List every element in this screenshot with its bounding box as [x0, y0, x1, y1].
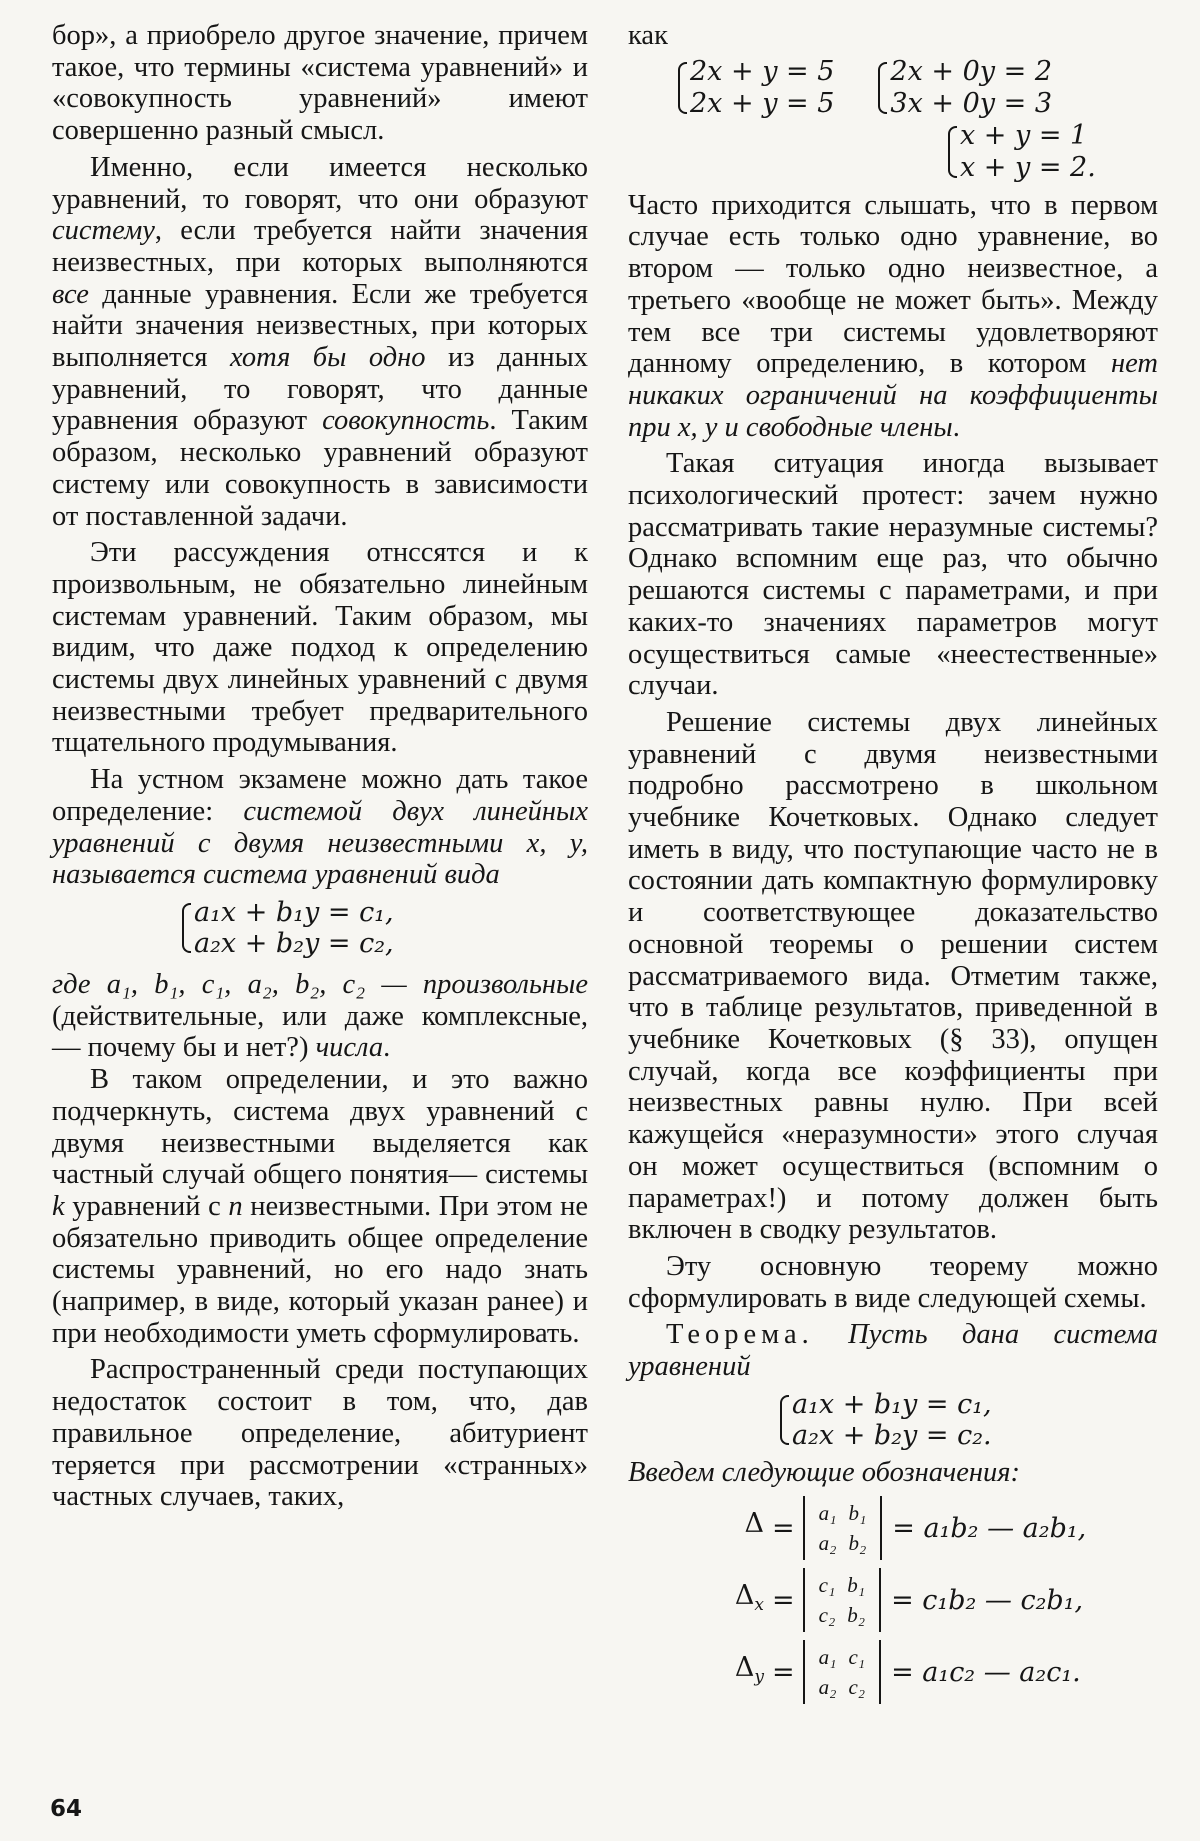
- delta-y-symbol: $\Delta_y$: [734, 1651, 764, 1687]
- determinant-main: Δ = a₁ b₁ a₂ b₂ = a₁b₂ — a₂b₁,: [710, 1496, 1158, 1560]
- equation-line: 3x + 0y = 3: [890, 87, 1053, 119]
- equation-line: 2x + y = 5: [690, 55, 835, 87]
- paragraph-psychological-protest: Такая ситуация иногда вызывает психологический протест: зачем нужно рассматривать такие неразумные системы? Однако вспомним еще раз, что обычно решаются системы с параметрами, и при каких-то значениях параметров могут осуществиться самые «неестественные» случаи.: [628, 448, 1158, 702]
- determinant-expansion: = a₁c₂ — a₂c₁.: [891, 1656, 1081, 1688]
- left-column: [52, 20, 588, 1513]
- equation-system-general: [180, 897, 588, 959]
- equation-line: a₁x + b₁y = c₁,: [792, 1388, 992, 1420]
- determinant-matrix: c₁ b₁ c₂ b₂: [803, 1568, 881, 1632]
- paragraph-coefficients: где a₁, b₁, c₁, a₂, b₂, c₂ — произвольные (действительные, или даже комплексные, — почему бы и нет?) числа.: [52, 968, 588, 1064]
- equation-line: a₁x + b₁y = c₁,: [194, 896, 394, 928]
- determinant-x: $\Delta_x$ = c₁ b₁ c₂ b₂ = c₁b₂ — c₂b₁,: [710, 1568, 1158, 1632]
- paragraph-common-mistake: Распространенный среди поступающих недостаток состоит в том, что, дав правильное определение, абитуриент теряется при рассмотрении «странных» частных случаев, таких,: [52, 1354, 588, 1513]
- equation-line: x + y = 1: [960, 119, 1088, 151]
- equation-line: 2x + y = 5: [690, 87, 835, 119]
- delta-x-symbol: $\Delta_x$: [734, 1579, 764, 1615]
- paragraph-special-case: В таком определении, и это важно подчеркнуть, система двух уравнений с двумя неизвестными выделяется как частный случай общего понятия— системы k уравнений с n неизвестными. При этом не обязательно приводить общее определение системы уравнений, но его надо знать (например, в виде, который указан ранее) и при необходимости уметь сформулировать.: [52, 1064, 588, 1349]
- system-zero-coefficient: [876, 56, 1052, 120]
- determinant-matrix: a₁ b₁ a₂ b₂: [803, 1496, 883, 1560]
- paragraph-definition: На устном экзамене можно дать такое определение: системой двух линейных уравнений с двумя неизвестными x, y, называется система уравнений вида: [52, 764, 589, 891]
- equation-line: x + y = 2.: [960, 151, 1096, 183]
- paragraph-continuation: бор», а приобрело другое значение, причем такое, что термины «система уравнений» и «совокупность уравнений» имеют совершенно разный смысл.: [52, 20, 588, 147]
- determinant-expansion: = c₁b₂ — c₂b₁,: [891, 1584, 1084, 1616]
- paragraph-often-heard: Часто приходится слышать, что в первом случае есть только одно уравнение, во втором — только одно неизвестное, а третьего «вообще не может быть». Между тем все три системы удовлетворяют данному определению, в котором нет никаких ограничений на коэффициенты при x, y и свободные члены.: [628, 189, 1158, 443]
- theorem-statement: Теорема. Пусть дана система уравнений: [628, 1319, 1158, 1383]
- determinant-expansion: = a₁b₂ — a₂b₁,: [892, 1512, 1087, 1544]
- equation-line: a₂x + b₂y = c₂,: [194, 927, 394, 959]
- left-brace: [180, 897, 394, 959]
- delta-symbol: Δ: [744, 1507, 764, 1539]
- word-kak: как: [628, 20, 668, 51]
- system-inconsistent: [946, 120, 1158, 184]
- left-brace: [778, 1389, 992, 1451]
- right-column: [628, 20, 1158, 1704]
- left-brace: [946, 120, 1096, 184]
- paragraph-nonlinear: Эти рассуждения отнссятся и к произвольным, не обязательно линейным системам уравнений. Таким образом, мы видим, что даже подход к определению системы двух линейных уравнений с двумя неизвестными требует предварительного тщательного продумывания.: [52, 537, 588, 759]
- page-number: 64: [50, 1796, 83, 1822]
- determinant-y: $\Delta_y$ = a₁ c₁ a₂ c₂ = a₁c₂ — a₂c₁.: [710, 1640, 1158, 1704]
- determinant-matrix: a₁ c₁ a₂ c₂: [803, 1640, 881, 1704]
- system-same-equations: [676, 56, 834, 120]
- theorem-label: Теорема.: [666, 1319, 814, 1351]
- paragraph-system-vs-set: Именно, если имеется несколько уравнений, то говорят, что они образуют систему, если требуется найти значения неизвестных, при которых выполняются все данные уравнения. Если же требуется найти значения неизвестных, при которых выполняется хотя бы одно из данных уравнений, то говорят, что данные уравнения образуют совокупность. Таким образом, несколько уравнений образуют систему или совокупность в зависимости от поставленной задачи.: [52, 151, 589, 532]
- notation-intro: Введем следующие обозначения:: [628, 1456, 1021, 1488]
- paragraph-kochetkov: Решение системы двух линейных уравнений с двумя неизвестными подробно рассмотрено в школьном учебнике Кочетковых. Однако следует иметь в виду, что поступающие часто не в состоянии дать компактную формулировку и соответствующее доказательство основной теоремы о решении систем рассматриваемого вида. Отметим также, что в таблице результатов, приведенной в учебнике Кочетковых (§ 33), опущен случай, когда все коэффициенты при неизвестных равны нулю. При всей кажущейся «неразумности» этого случая он может осуществиться (вспомним о параметрах!) и потому должен быть включен в сводку результатов.: [628, 706, 1158, 1246]
- equation-system-theorem: [778, 1389, 1158, 1451]
- equation-line: 2x + 0y = 2: [890, 55, 1053, 87]
- strange-systems-row: [676, 56, 1158, 120]
- paragraph-scheme-intro: Эту основную теорему можно сформулировать в виде следующей схемы.: [628, 1250, 1158, 1314]
- equation-line: a₂x + b₂y = c₂.: [792, 1419, 992, 1451]
